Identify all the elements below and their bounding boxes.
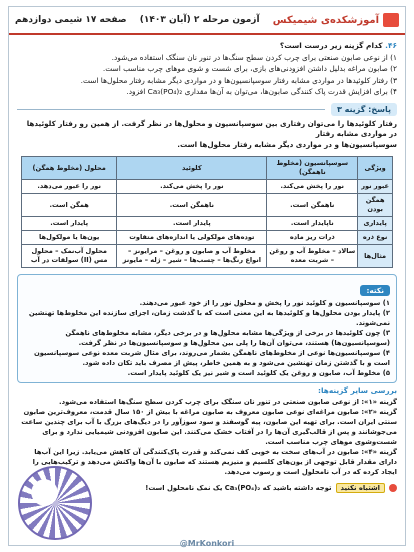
page-header (9, 7, 405, 35)
note-box (17, 274, 397, 383)
table-cell: مخلوط آب و صابون و روغن – مرایونز – انواع رنگ‌ها – چسب‌ها – شیر – ژله – مایونز (117, 245, 267, 268)
table-cell: پایدار است. (117, 217, 267, 231)
table-cell: ناهمگن است. (117, 194, 267, 217)
table-row (22, 194, 393, 217)
question-text: کدام گزینه زیر درست است؟ (279, 41, 383, 50)
answer-label: پاسخ: گزینه ۳ (331, 103, 397, 116)
table-header: سوسپانسیون (مخلوط ناهمگن) (267, 157, 358, 180)
table-header: محلول (مخلوط همگن) (22, 157, 117, 180)
table-row (22, 217, 393, 231)
table-header: کلوئید (117, 157, 267, 180)
note-item: ۳) چون کلوئیدها در برخی از ویژگی‌ها مشابه محلول‌ها و در برخی دیگر، مشابه مخلوط‌های ناهمگن (سوسپانسیون‌ها) هستند، می‌توان آن‌ها را پلی بین محلول‌ها و سوسپانسیون‌ها در نظر گرفت. (65, 329, 390, 348)
table-cell: یون‌ها یا مولکول‌ها (22, 231, 117, 245)
note-item: ۱) سوسپانسیون و کلوئید نور را پخش و محلول نور را از خود عبور می‌دهند. (139, 299, 390, 308)
page-label: صفحه ۱۷ شیمی دوازدهم (15, 15, 127, 25)
question (9, 35, 405, 98)
review-item: گزینه «۴»: صابون در آب‌های سخت به خوبی کف نمی‌کند و قدرت پاک‌کنندگی آن کاهش می‌یابد. زیرا این آب‌ها دارای مقدار قابل توجهی از یون‌های کلسیم و منیزیم هستند که صابون با آن‌ها واکنش می‌دهد و ترکیب‌هایی را ایجاد کرده که در آب نامحلول است و رسوب می‌دهد. (32, 448, 397, 477)
note-item: ۴) سوسپانسیون‌ها نوعی از مخلوط‌های ناهمگن بشمار می‌روند، برای مثال شربت معده نوعی سوسپانسیون است و با گذشتن زمان تهنشین می‌شود و به همین خاطر، پیش از مصرف باید تکان داده شود. (33, 349, 390, 368)
option-4: ۴) برای افزایش قدرت پاک کنندگی صابون‌ها، می‌توان به آن‌ها مقداری Ca₃(PO₄)₂ افزود. (126, 87, 397, 97)
table-cell: توده‌های مولکولی یا اندازه‌های متفاوت (117, 231, 267, 245)
page (8, 6, 406, 546)
brand-name: آموزشکده‌ی شیمیکس (272, 14, 379, 26)
question-number: ۴۶. (385, 41, 397, 50)
comparison-table (21, 156, 393, 268)
table-cell: نور را عبور می‌دهد. (22, 180, 117, 194)
answer-explanation (9, 119, 405, 151)
note-item: ۲) پایدار بودن محلول‌ها و کلوئیدها به این معنی است که با گذشت زمان، اجزای سازنده این مخلوط‌ها تهنشین نمی‌شوند. (28, 309, 390, 328)
explanation-line-2: سوسپانسیون‌ها و در مواردی دیگر مشابه رفتار محلول‌ها است. (177, 139, 397, 149)
table-header: ویژگی (358, 157, 393, 180)
review-title: بررسی سایر گزینه‌ها: (318, 386, 397, 396)
warning (145, 483, 397, 493)
review-item: گزینه «۱»: از نوعی صابون صنعتی در تنور نان سنگک برای چرب کردن سطح سنگ‌ها استفاده می‌شود. (59, 398, 397, 407)
footer-watermark: @MrKonkori (179, 539, 235, 548)
answer-divider (17, 109, 325, 110)
table-cell: نور را پخش می‌کند. (117, 180, 267, 194)
table-cell: پایداری (358, 217, 393, 231)
table-cell: سالاد – مخلوط آب و روغن – شربت معده (267, 245, 358, 268)
brand (273, 13, 399, 27)
table-cell: همگن است. (22, 194, 117, 217)
warning-label: اشتباه نکنید (336, 483, 385, 493)
note-item: ۵) مخلوط آب، صابون و روغن یک کلوئید است و شیر نیز یک کلوئید پایدار است. (127, 369, 390, 378)
table-cell: ناپایدار است. (267, 217, 358, 231)
option-1: ۱) از نوعی صابون صنعتی برای چرب کردن سطح سنگ‌ها در تنور نان سنگک استفاده می‌شود. (111, 52, 397, 62)
table-row (22, 180, 393, 194)
table-cell: نور را پخش می‌کند. (267, 180, 358, 194)
warning-text: توجه داشته باشید که Ca₃(PO₄)₂ یک نمک نامحلول است! (145, 484, 332, 493)
table-cell: همگن بودن (358, 194, 393, 217)
option-2: ۲) صابون مراغه بدلیل داشتن افزودنی‌های بازی، برای شست و شوی موهای چرب مناسب است. (102, 64, 397, 74)
table-header-row (22, 157, 393, 180)
review-item: گزینه «۲»: صابون مراغه‌ای نوعی صابون معروف به صابون مراغه با بیش از ۱۵۰ سال قدمت، معروف‌ترین صابون سنتی ایران است. برای تهیه این صابون، پیه گوسفند و سود سوزآور را در دیگ‌های بزرگ با آب برای چندین ساعت می‌جوشانند و پس از قالب‌گیری آن‌ها را در آفتاب خشک می‌کنند. این صابون افزودنی شیمیایی ندارد و برای شست‌وشوی موهای چرب مناسب است. (21, 408, 397, 447)
table-cell: ذرات ریز ماده (267, 231, 358, 245)
fullerene-sphere-icon (18, 466, 92, 540)
note-title: نکته: (360, 285, 390, 296)
answer-bar (17, 103, 397, 116)
option-3: ۳) رفتار کلوئیدها در مواردی مشابه رفتار سوسپانسیون‌ها و در مواردی دیگر مشابه رفتار محلول‌ها است. (80, 75, 397, 85)
table-cell: محلول آب‌نمک – محلول مس (II) سولفات در آب (22, 245, 117, 268)
table-cell: عبور نور (358, 180, 393, 194)
warning-icon (389, 484, 397, 492)
table-row (22, 245, 393, 268)
table-row (22, 231, 393, 245)
question-title (17, 41, 397, 52)
explanation-line-1: رفتار کلوئیدها را می‌توان رفتاری بین سوسپانسیون و محلول‌ها در نظر گرفت. از همین رو رفتار کلوئیدها در مواردی مشابه رفتار (26, 118, 397, 139)
table-cell: نوع ذره (358, 231, 393, 245)
table-cell: مثال‌ها (358, 245, 393, 268)
table-cell: ناهمگن است. (267, 194, 358, 217)
book-logo-icon (383, 13, 399, 27)
exam-title: آزمون مرحله ۲ (آبان ۱۴۰۳) (139, 15, 260, 25)
table-cell: پایدار است. (22, 217, 117, 231)
question-options (17, 53, 397, 98)
